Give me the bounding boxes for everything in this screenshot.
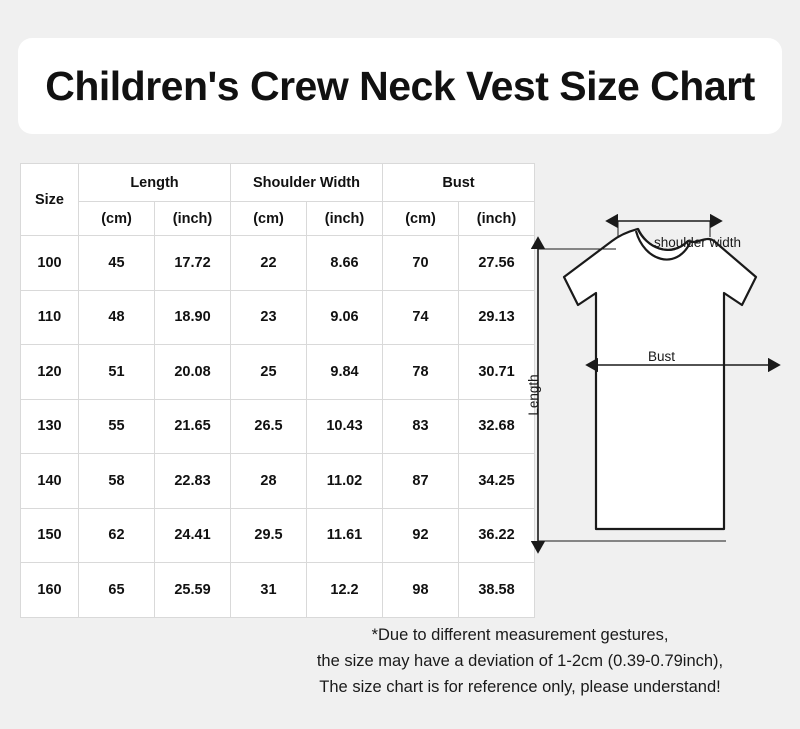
- cell-size: 140: [21, 454, 79, 509]
- cell-shoulder-inch: 11.61: [307, 508, 383, 563]
- cell-bust-inch: 30.71: [459, 345, 535, 400]
- cell-bust-cm: 87: [383, 454, 459, 509]
- cell-length-cm: 48: [79, 290, 155, 345]
- cell-size: 120: [21, 345, 79, 400]
- cell-bust-cm: 78: [383, 345, 459, 400]
- cell-length-cm: 65: [79, 563, 155, 618]
- cell-length-cm: 62: [79, 508, 155, 563]
- cell-bust-inch: 27.56: [459, 236, 535, 291]
- cell-shoulder-cm: 25: [231, 345, 307, 400]
- header-bust: Bust: [383, 164, 535, 202]
- cell-shoulder-inch: 9.06: [307, 290, 383, 345]
- cell-shoulder-cm: 29.5: [231, 508, 307, 563]
- cell-shoulder-inch: 8.66: [307, 236, 383, 291]
- vest-measurement-diagram: [520, 185, 788, 585]
- page-title: Children's Crew Neck Vest Size Chart: [45, 62, 755, 109]
- cell-length-inch: 24.41: [155, 508, 231, 563]
- cell-length-inch: 22.83: [155, 454, 231, 509]
- cell-length-inch: 25.59: [155, 563, 231, 618]
- cell-size: 130: [21, 399, 79, 454]
- unit-shoulder-cm: (cm): [231, 202, 307, 236]
- header-shoulder-width: Shoulder Width: [231, 164, 383, 202]
- cell-shoulder-inch: 10.43: [307, 399, 383, 454]
- cell-length-inch: 21.65: [155, 399, 231, 454]
- table-row: [21, 236, 535, 291]
- table-row: [21, 290, 535, 345]
- cell-length-inch: 17.72: [155, 236, 231, 291]
- cell-bust-cm: 74: [383, 290, 459, 345]
- unit-bust-cm: (cm): [383, 202, 459, 236]
- cell-shoulder-cm: 26.5: [231, 399, 307, 454]
- shoulder-width-label: shoulder width: [654, 235, 742, 250]
- note-line-3: The size chart is for reference only, please understand!: [319, 678, 721, 696]
- unit-length-cm: (cm): [79, 202, 155, 236]
- cell-size: 160: [21, 563, 79, 618]
- cell-size: 100: [21, 236, 79, 291]
- cell-size: 150: [21, 508, 79, 563]
- header-size: Size: [21, 164, 79, 236]
- cell-shoulder-cm: 22: [231, 236, 307, 291]
- cell-bust-inch: 34.25: [459, 454, 535, 509]
- table-row: [21, 345, 535, 400]
- title-bar: [18, 38, 782, 134]
- unit-bust-inch: (inch): [459, 202, 535, 236]
- cell-bust-cm: 98: [383, 563, 459, 618]
- cell-length-cm: 58: [79, 454, 155, 509]
- note-line-1: *Due to different measurement gestures,: [371, 626, 669, 644]
- size-table: [20, 163, 535, 618]
- cell-shoulder-inch: 12.2: [307, 563, 383, 618]
- length-label: Length: [526, 374, 541, 416]
- cell-bust-inch: 32.68: [459, 399, 535, 454]
- vest-outline-icon: [564, 229, 756, 529]
- table-header-units: [21, 202, 535, 236]
- cell-bust-cm: 70: [383, 236, 459, 291]
- cell-length-cm: 55: [79, 399, 155, 454]
- cell-length-cm: 51: [79, 345, 155, 400]
- cell-shoulder-inch: 9.84: [307, 345, 383, 400]
- table-row: [21, 454, 535, 509]
- unit-shoulder-inch: (inch): [307, 202, 383, 236]
- cell-length-inch: 20.08: [155, 345, 231, 400]
- disclaimer-note: [250, 622, 790, 700]
- table-row: [21, 508, 535, 563]
- table-header-groups: [21, 164, 535, 202]
- size-table-container: [20, 163, 535, 618]
- note-line-2: the size may have a deviation of 1-2cm (0.39-0.79inch),: [316, 652, 724, 670]
- cell-bust-inch: 36.22: [459, 508, 535, 563]
- cell-bust-inch: 29.13: [459, 290, 535, 345]
- cell-length-cm: 45: [79, 236, 155, 291]
- cell-bust-cm: 83: [383, 399, 459, 454]
- cell-shoulder-cm: 28: [231, 454, 307, 509]
- cell-shoulder-cm: 31: [231, 563, 307, 618]
- cell-shoulder-inch: 11.02: [307, 454, 383, 509]
- cell-shoulder-cm: 23: [231, 290, 307, 345]
- unit-length-inch: (inch): [155, 202, 231, 236]
- header-length: Length: [79, 164, 231, 202]
- cell-length-inch: 18.90: [155, 290, 231, 345]
- cell-bust-inch: 38.58: [459, 563, 535, 618]
- table-row: [21, 563, 535, 618]
- bust-label: Bust: [648, 349, 676, 364]
- cell-bust-cm: 92: [383, 508, 459, 563]
- table-row: [21, 399, 535, 454]
- cell-size: 110: [21, 290, 79, 345]
